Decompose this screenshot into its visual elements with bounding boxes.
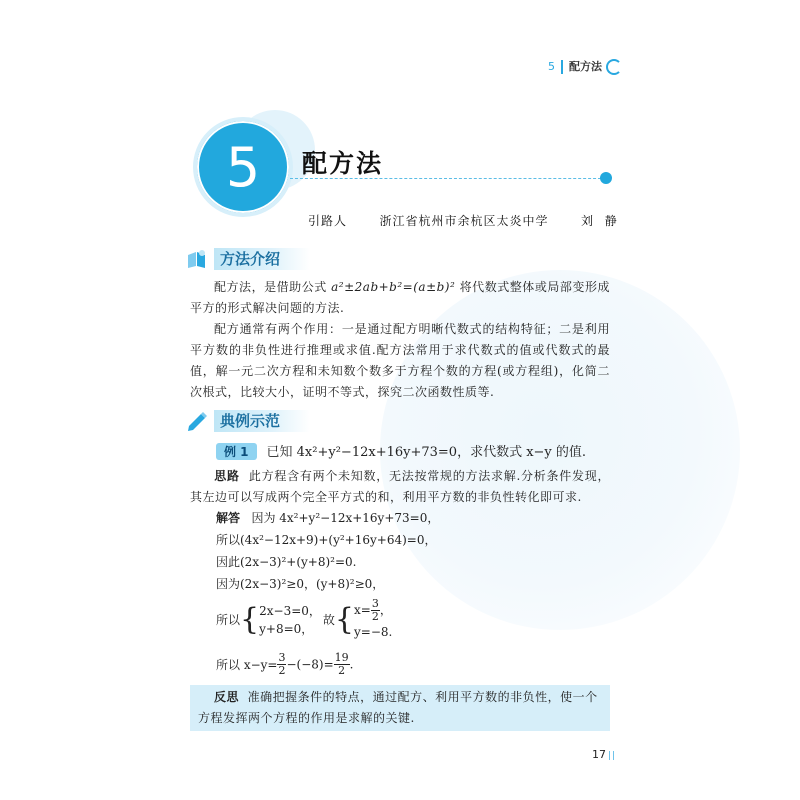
reflection-label: 反思 [214,690,240,704]
fraction-numerator: 3 [371,597,379,610]
intro-formula: a²±2ab+b²=(a±b)² [331,280,456,294]
title-line-dot [600,172,612,184]
page-number [592,748,614,761]
running-header [548,58,622,75]
fraction-3-2 [371,598,380,623]
system-1-eq-b: y+8=0， [259,621,314,636]
section-method-intro [186,248,310,270]
title-dotted-line [290,178,606,179]
equation-system-1 [259,602,321,638]
section-examples [186,410,310,432]
page-marker [609,751,614,760]
step-6-post: . [349,657,354,672]
author-name: 刘 静 [580,214,618,228]
example-question-text: 已知 4x²+y²−12x+16y+73=0，求代数式 x−y 的值. [266,445,587,460]
system-2-eq-a-post: ， [379,603,392,617]
intro-text-b: 将代数式整体或局部变形成平方的形式解决问题的方法. [190,280,610,315]
step-6-prefix: 所以 x−y= [216,658,278,672]
author-school: 浙江省杭州市余杭区太炎中学 [379,214,549,228]
step-6-mid: −(−8)= [286,657,334,672]
example-question [216,441,586,460]
fraction-denominator: 2 [338,664,346,677]
pencil-icon [186,411,208,431]
fraction-numerator: 3 [278,651,286,664]
equation-system-2 [354,598,392,641]
example-idea [190,466,610,508]
header-chapter-number: 5 [548,60,555,73]
answer-step-2: 所以(4x²−12x+9)+(y²+16y+64)=0， [216,533,437,547]
system-2-eq-a-pre: x= [354,603,371,617]
example-tag: 例 1 [216,443,257,460]
section-title-examples: 典例示范 [214,410,310,432]
answer-step-1 [216,509,439,526]
idea-label: 思路 [214,469,240,483]
reflection-box [190,685,610,731]
answer-step-4: 因为(2x−3)²≥0，(y+8)²≥0， [216,577,385,591]
header-chapter-label: 配方法 [569,60,602,73]
chapter-number-badge: 5 [193,117,293,217]
left-brace-2: { [334,601,355,637]
book-icon [186,249,208,269]
author-role: 引路人 [308,214,348,228]
fraction-19-2 [334,652,350,677]
chapter-title: 配方法 [302,149,384,178]
header-divider [561,60,563,74]
intro-text-a: 配方法，是借助公式 [214,280,327,294]
idea-text: 此方程含有两个未知数，无法按常规的方法求解.分析条件发现，其左边可以写成两个完全平方式的和，利用平方数的非负性转化即可求. [190,469,610,504]
swirl-icon [606,59,622,75]
fraction-numerator: 19 [334,651,349,664]
answer-label: 解答 [216,511,241,525]
page-number-text: 17 [592,748,606,761]
reflection-text: 准确把握条件的特点，通过配方、利用平方数的非负性，使一个方程发挥两个方程的作用是求解的关键. [198,690,598,725]
intro-paragraph-2: 配方通常有两个作用：一是通过配方明晰代数式的结构特征；二是利用平方数的非负性进行推理或求值.配方法常用于求代数式的值或代数式的最值，解一元二次方程和未知数个数多于方程个数的方程(或方程组)，化简二次根式，比较大小，证明不等式，探究二次函数性质等. [190,322,610,399]
section-title-method-intro: 方法介绍 [214,248,310,270]
fraction-denominator: 2 [278,664,286,677]
left-brace: { [240,601,260,637]
author-line [308,212,618,229]
answer-step-5 [216,598,392,641]
step-5-mid: 故 [322,613,335,627]
answer-step-3: 因此(2x−3)²+(y+8)²=0. [216,555,357,569]
intro-paragraph-1 [190,277,610,319]
step-5-prefix: 所以 [216,613,241,627]
system-1-eq-a: 2x−3=0， [259,603,321,618]
step-1-text: 因为 4x²+y²−12x+16y+73=0， [251,511,440,525]
answer-step-6 [216,652,353,677]
system-2-eq-b: y=−8. [354,625,393,639]
fraction-denominator: 2 [371,610,379,623]
